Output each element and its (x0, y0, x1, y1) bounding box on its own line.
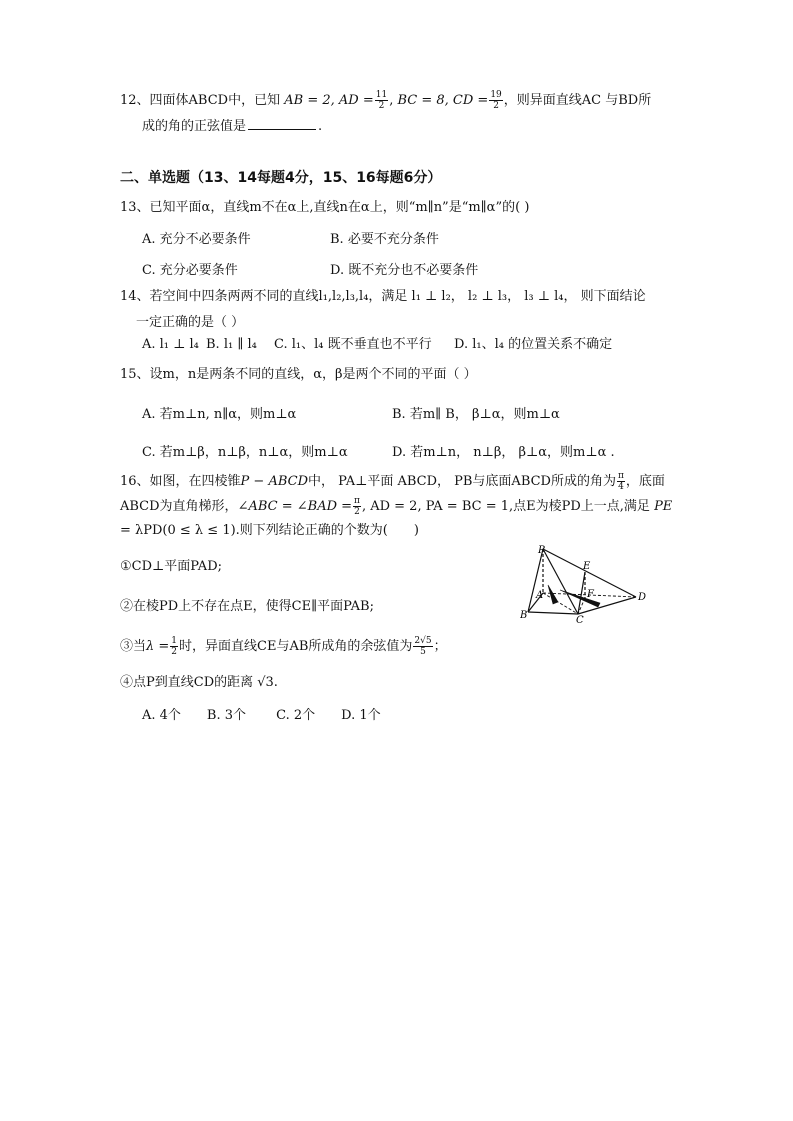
q16-l2-fraction (353, 496, 361, 517)
q16-s3-lambda: λ = (146, 639, 170, 654)
q16-line3: = λPD(0 ≤ λ ≤ 1).则下列结论正确的个数为( ) (120, 523, 419, 538)
q16-l2-angle: ∠ABC = ∠BAD = (237, 499, 353, 514)
q13-stem: 13、已知平面α，直线m不在α上,直线n在α上，则“m∥n”是“m∥α”的( ) (120, 200, 530, 215)
q14-stem-line2: 一定正确的是（ ） (136, 315, 245, 330)
q16-line2 (120, 496, 672, 517)
q16-l2-pe: PE (654, 499, 673, 514)
q12-line2 (142, 117, 322, 137)
q12-ab: AB = 2, (284, 93, 335, 108)
q16-options[interactable]: A. 4个 B. 3个 C. 2个 D. 1个 (142, 708, 381, 723)
q12-cd-fraction (489, 90, 502, 111)
label-c: C (576, 615, 584, 625)
q13-option-b[interactable]: B. 必要不充分条件 (330, 232, 439, 247)
q15-option-c[interactable]: C. 若m⊥β，n⊥β，n⊥α，则m⊥α (142, 445, 348, 460)
answer-blank[interactable] (248, 129, 316, 130)
q12-ad-label: AD = (338, 93, 374, 108)
q12-ad-fraction (375, 90, 388, 111)
q14-stem-line1: 14、若空间中四条两两不同的直线l₁,l₂,l₃,l₄，满足 l₁ ⊥ l₂， l₂ ⊥ l₃， l₃ ⊥ l₄， 则下面结论 (120, 289, 646, 304)
q16-l1-pre: 16、如图，在四棱锥 (120, 474, 241, 489)
q15-stem: 15、设m，n是两条不同的直线，α，β是两个不同的平面（ ） (120, 367, 477, 382)
q13-option-c[interactable]: C. 充分必要条件 (142, 263, 238, 278)
q16-l1-mid: 中， PA⊥平面 ABCD， PB与底面ABCD所成的角为 (308, 474, 616, 489)
q16-statement-3 (120, 636, 447, 657)
q14-option-b[interactable]: B. l₁ ∥ l₄ (206, 337, 257, 352)
q14-option-d[interactable]: D. l₁、l₄ 的位置关系不确定 (454, 337, 613, 352)
q13-option-a[interactable]: A. 充分不必要条件 (142, 232, 251, 247)
q15-option-d[interactable]: D. 若m⊥n， n⊥β， β⊥α，则m⊥α . (392, 445, 615, 460)
q16-s3-cden: 5 (420, 647, 426, 657)
q16-s3-end: ； (433, 639, 447, 654)
q12-line2-text: 成的角的正弦值是 (142, 119, 247, 134)
q16-l2-fnum: π (354, 496, 360, 506)
section-heading: 二、单选题（13、14每题4分，15、16每题6分） (120, 170, 442, 186)
q12-post: ，则异面直线AC 与BD所 (503, 93, 652, 108)
q15-option-b[interactable]: B. 若m∥ B， β⊥α，则m⊥α (392, 407, 560, 422)
q16-statement-2: ②在棱PD上不存在点E，使得CE∥平面PAB; (120, 599, 374, 614)
q16-statement-4: ④点P到直线CD的距离 √3. (120, 675, 278, 690)
q16-s3-lambda-fraction (170, 636, 178, 657)
q12-cd-den: 2 (493, 101, 499, 111)
q16-s3-cnum: 2√5 (414, 636, 432, 646)
q14-option-a[interactable]: A. l₁ ⊥ l₄ (142, 337, 199, 352)
q16-s3-cos-fraction (413, 636, 432, 657)
label-b: B (520, 610, 528, 621)
q16-l1-fnum: π (618, 471, 624, 481)
label-e: E (583, 561, 591, 572)
q16-line1 (120, 471, 665, 492)
q16-l1-fraction (617, 471, 625, 492)
label-a: A (536, 590, 544, 601)
q16-statement-1: ①CD⊥平面PAD; (120, 559, 222, 574)
q12-number: 12、 (120, 93, 150, 108)
q16-l1-pabcd: P − ABCD (240, 474, 309, 489)
q16-l1-post: ，底面 (625, 474, 665, 489)
q13-option-d[interactable]: D. 既不充分也不必要条件 (330, 263, 479, 278)
q16-s3-lden: 2 (171, 647, 178, 657)
pyramid-figure (520, 545, 650, 625)
q12-pre: 四面体ABCD中，已知 (149, 93, 281, 108)
q16-s3-lnum: 1 (171, 636, 178, 646)
q14-option-c[interactable]: C. l₁、l₄ 既不垂直也不平行 (274, 337, 432, 352)
q16-s3-mid: 时，异面直线CE与AB所成角的余弦值为 (179, 639, 413, 654)
q16-l2-pre: ABCD为直角梯形， (120, 499, 238, 514)
label-d: D (638, 592, 647, 603)
q16-l2-fden: 2 (354, 507, 360, 517)
q12-ad-den: 2 (378, 101, 385, 111)
q12-ad-num: 11 (375, 90, 388, 100)
q12-cd-num: 19 (490, 90, 502, 100)
q12-bc: BC = 8, (397, 93, 449, 108)
label-p: P (538, 545, 545, 556)
q15-option-a[interactable]: A. 若m⊥n, n∥α，则m⊥α (142, 407, 297, 422)
q12-cd-label: CD = (452, 93, 489, 108)
q16-l1-fden: 4 (618, 482, 624, 492)
label-f: F (587, 589, 594, 600)
q12-line2-end: . (318, 119, 323, 134)
q12-line1: 12、四面体ABCD中，已知 AB = 2, AD = $\frac{11}{2}$ , BC = 8, CD = $\frac{19}{2}$ ，则异面直线AC 与BD所 (120, 90, 652, 111)
q16-s3-pre: ③当 (120, 639, 147, 654)
q16-l2-post: , AD = 2, PA = BC = 1,点E为棱PD上一点,满足 (361, 499, 650, 514)
